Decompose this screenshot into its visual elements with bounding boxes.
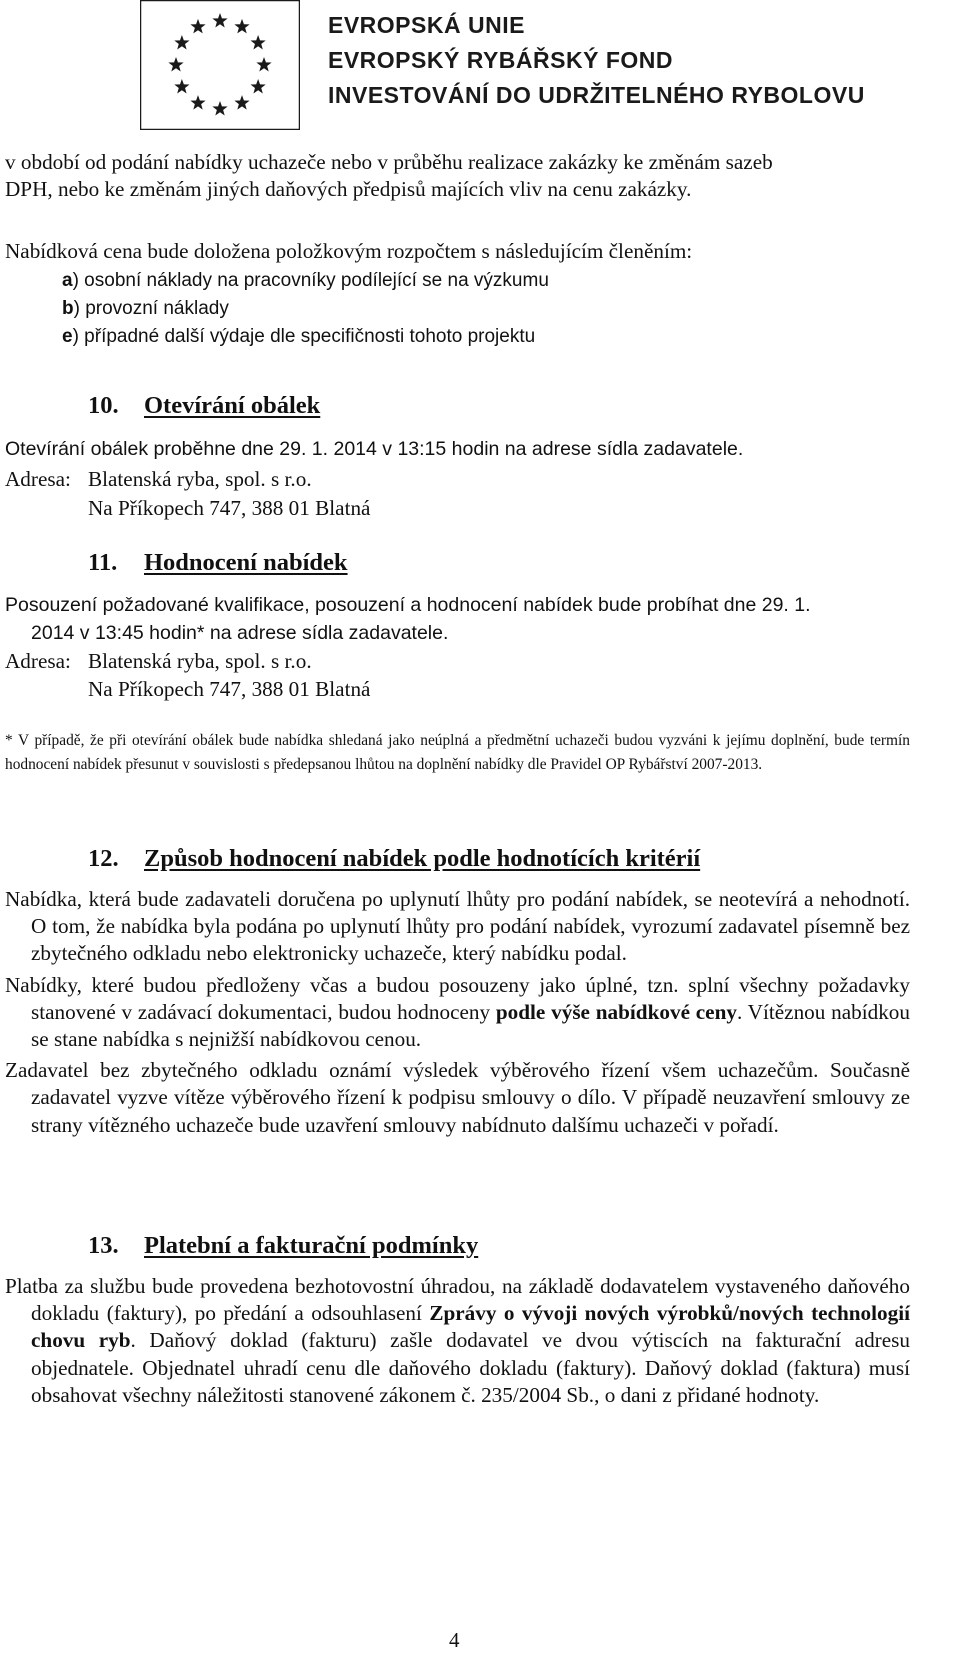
section-13-paragraph-bold: Zprávy o vývoji nových výrobků/nových technologií chovu ryb [31,1301,910,1353]
section-11-number: 11. [88,549,118,576]
logo-line-3: INVESTOVÁNÍ DO UDRŽITELNÉHO RYBOLOVU [328,82,865,108]
section-10-title: Otevírání obálek [144,392,321,419]
section-11-footnote: * V případě, že při otevírání obálek bude nabídka shledaná jako neúplná a předmětní uchazeči budou vyzváni k jejímu doplnění, bude termín hodnocení nabídek přesunut v souvislosti s předepsanou lhůtou na doplnění nabídky dle Pravidel OP Rybářství 2007-2013. [5,732,910,773]
section-12-paragraph-2 [5,972,910,1054]
section-11-address-label: Adresa: [5,649,71,673]
section-12-paragraph-2-bold: podle výše nabídkové ceny [495,999,737,1024]
price-lead: Nabídková cena bude doložena položkovým rozpočtem s následujícím členěním: [5,239,693,263]
section-10-number: 10. [88,392,119,419]
section-13-paragraph [5,1273,910,1409]
section-10-address-label: Adresa: [5,467,71,491]
price-item-b [62,296,229,321]
price-item-e-text: ) případné další výdaje dle specifičnosti tohoto projektu [72,326,536,347]
price-item-b-text: ) provozní náklady [73,298,229,319]
logo-line-2: EVROPSKÝ RYBÁŘSKÝ FOND [328,47,673,73]
price-item-e [62,324,535,349]
section-11-address-line-2: Na Příkopech 747, 388 01 Blatná [88,677,371,701]
price-item-e-letter: e [62,326,73,347]
price-item-a-text: ) osobní náklady na pracovníky podílející se na výzkumu [72,270,549,291]
intro-line-2: DPH, nebo ke změnám jiných daňových předpisů majících vliv na cenu zakázky. [5,177,692,201]
section-10-address-line-2: Na Příkopech 747, 388 01 Blatná [88,496,371,520]
section-10-address-line-1: Blatenská ryba, spol. s r.o. [88,467,312,491]
eu-flag-icon [140,0,300,130]
section-12-paragraph-2-end: . Vítěznou nabídkou se stane nabídka s nejnižší nabídkovou cenou. [31,999,910,1052]
intro-line-1: v období od podání nabídky uchazeče nebo v průběhu realizace zakázky ke změnám sazeb [5,150,773,174]
price-item-a-letter: a [62,270,73,291]
section-13-paragraph-start: Platba za službu bude provedena bezhotovostní úhradou, na základě dodavatelem vystaveného daňového dokladu (faktury), po předání a odsouhlasení [5,1274,910,1326]
section-13-title: Platební a fakturační podmínky [144,1232,479,1259]
eu-fund-logo-text [328,8,865,113]
section-13-number: 13. [88,1232,119,1259]
page-number: 4 [449,1628,460,1652]
section-11-address-line-1: Blatenská ryba, spol. s r.o. [88,649,312,673]
page-header [0,0,960,130]
section-13-body [5,1273,910,1409]
section-11-text-line-1: Posouzení požadované kvalifikace, posouzení a hodnocení nabídek bude probíhat dne 29. 1. [5,594,811,616]
section-12-paragraph-1: Nabídka, která bude zadavateli doručena po uplynutí lhůty pro podání nabídek, se neotevírá a nehodnotí. O tom, že nabídka byla podána po uplynutí lhůty pro podání nabídek, vyrozumí zadavatel písemně bez zbytečného odkladu nebo elektronicky uchazeče, který nabídku podal. [5,887,910,966]
section-12-paragraph-2-start: Nabídky, které budou předloženy včas a budou posouzeny jako úplné, tzn. splní všechny požadavky stanovené v zadávací dokumentaci, budou hodnoceny [5,972,910,1024]
logo-line-1: EVROPSKÁ UNIE [328,12,525,38]
section-12-paragraph-3: Zadavatel bez zbytečného odkladu oznámí výsledek výběrového řízení všem uchazečům. Současně zadavatel vyzve vítěze výběrového řízení k podpisu smlouvy o dílo. V případě neuzavření smlouvy ze strany vítězného uchazeče bude uzavření smlouvy nabídnuto dalšímu uchazeči v pořadí. [5,1058,910,1137]
section-12-body [5,886,910,1139]
section-13-paragraph-end: . Daňový doklad (fakturu) zašle dodavatel ve dvou výtiscích na fakturační adresu objednatele. Objednatel uhradí cenu dle daňového dokladu (faktury). Daňový doklad (faktura) musí obsahovat všechny náležitosti stanovené zákonem č. 235/2004 Sb., o dani z přidané hodnoty. [31,1328,910,1407]
section-12-number: 12. [88,845,119,872]
price-item-a [62,268,549,293]
section-11-text-line-2: 2014 v 13:45 hodin* na adrese sídla zadavatele. [31,622,449,644]
price-item-b-letter: b [62,298,74,319]
section-12-title: Způsob hodnocení nabídek podle hodnotících kritérií [144,845,701,872]
section-11-title: Hodnocení nabídek [144,549,348,576]
section-10-text: Otevírání obálek proběhne dne 29. 1. 2014 v 13:15 hodin na adrese sídla zadavatele. [5,438,744,460]
